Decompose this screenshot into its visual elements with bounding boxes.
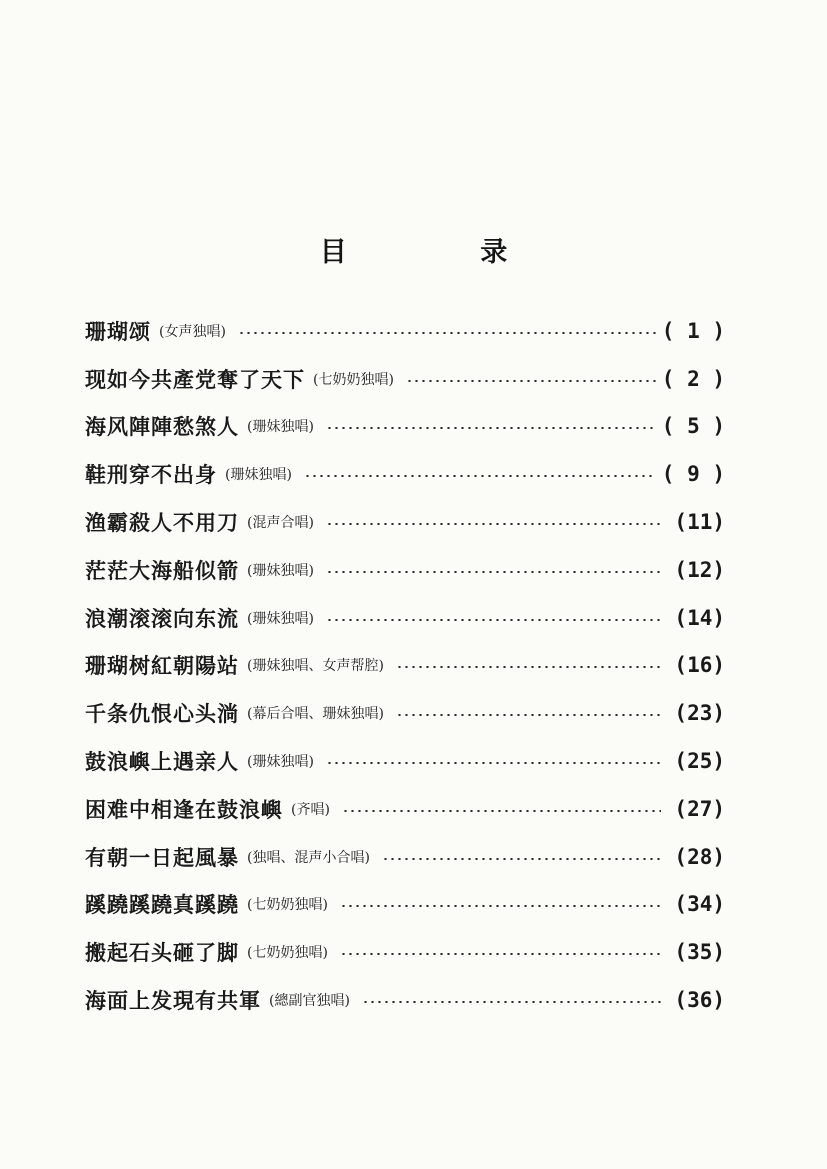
dot-leader	[238, 332, 656, 334]
performer-note: (混声合唱)	[247, 515, 314, 532]
dot-leader	[340, 953, 661, 955]
dot-leader	[326, 523, 661, 525]
song-title: 现如今共產党奪了天下	[85, 366, 305, 392]
page-number: (35)	[674, 940, 725, 965]
performer-note: (珊妹独唱)	[247, 562, 314, 579]
page-title: 目 录	[319, 237, 570, 268]
song-title: 珊瑚颂	[85, 318, 151, 344]
toc-entry	[85, 976, 725, 1024]
dot-leader	[326, 762, 661, 764]
toc-entry	[85, 594, 725, 642]
page-number: ( 5 )	[661, 414, 725, 439]
performer-note: (珊妹独唱)	[225, 467, 292, 484]
song-title: 鼓浪嶼上遇亲人	[85, 749, 239, 775]
song-title: 海风陣陣愁煞人	[85, 414, 239, 440]
toc-entry	[85, 307, 725, 355]
toc-entry	[85, 785, 725, 833]
toc-entry	[85, 928, 725, 976]
toc-entry	[85, 881, 725, 929]
song-title: 困难中相逢在鼓浪嶼	[85, 796, 283, 822]
song-title: 渔霸殺人不用刀	[85, 510, 239, 536]
page-number: (11)	[674, 510, 725, 535]
dot-leader	[340, 905, 661, 907]
page-number: (27)	[674, 796, 725, 821]
performer-note: (珊妹独唱)	[247, 419, 314, 436]
page-number: (28)	[674, 844, 725, 869]
dot-leader	[382, 858, 661, 860]
toc-entry	[85, 546, 725, 594]
performer-note: (幕后合唱、珊妹独唱)	[247, 706, 384, 723]
dot-leader	[326, 571, 661, 573]
toc-entry	[85, 642, 725, 690]
performer-note: (齐唱)	[291, 801, 330, 818]
page-number: ( 1 )	[661, 318, 725, 343]
performer-note: (珊妹独唱)	[247, 754, 314, 771]
song-title: 茫茫大海船似箭	[85, 557, 239, 583]
toc-entry	[85, 450, 725, 498]
performer-note: (独唱、混声小合唱)	[247, 849, 370, 866]
toc-entry	[85, 355, 725, 403]
performer-note: (七奶奶独唱)	[247, 897, 328, 914]
page-number: ( 9 )	[661, 462, 725, 487]
toc-entry	[85, 689, 725, 737]
dot-leader	[304, 475, 656, 477]
song-title: 海面上发現有共軍	[85, 988, 261, 1014]
song-title: 千条仇恨心头淌	[85, 701, 239, 727]
dot-leader	[342, 810, 661, 812]
toc-entry	[85, 498, 725, 546]
page-number: ( 2 )	[661, 366, 725, 391]
dot-leader	[396, 714, 661, 716]
page-number: (36)	[674, 988, 725, 1013]
performer-note: (珊妹独唱、女声帮腔)	[247, 658, 384, 675]
dot-leader	[326, 427, 656, 429]
song-title: 鞋刑穿不出身	[85, 462, 217, 488]
song-title: 蹊蹺蹊蹺真蹊蹺	[85, 892, 239, 918]
page-number: (25)	[674, 749, 725, 774]
page-number: (34)	[674, 892, 725, 917]
page-number: (23)	[674, 701, 725, 726]
dot-leader	[362, 1001, 661, 1003]
performer-note: (女声独唱)	[159, 323, 226, 340]
toc-entry	[85, 403, 725, 451]
page-number: (12)	[674, 557, 725, 582]
dot-leader	[396, 666, 661, 668]
song-title: 浪潮滚滚向东流	[85, 605, 239, 631]
toc-entry	[85, 737, 725, 785]
toc-entry	[85, 833, 725, 881]
performer-note: (七奶奶独唱)	[247, 945, 328, 962]
song-title: 珊瑚树紅朝陽站	[85, 653, 239, 679]
performer-note: (總副官独唱)	[269, 993, 350, 1010]
dot-leader	[406, 380, 656, 382]
song-title: 搬起石头砸了脚	[85, 940, 239, 966]
table-of-contents	[85, 307, 725, 1024]
performer-note: (七奶奶独唱)	[313, 371, 394, 388]
dot-leader	[326, 619, 661, 621]
page-number: (14)	[674, 605, 725, 630]
page-number: (16)	[674, 653, 725, 678]
song-title: 有朝一日起風暴	[85, 844, 239, 870]
performer-note: (珊妹独唱)	[247, 610, 314, 627]
